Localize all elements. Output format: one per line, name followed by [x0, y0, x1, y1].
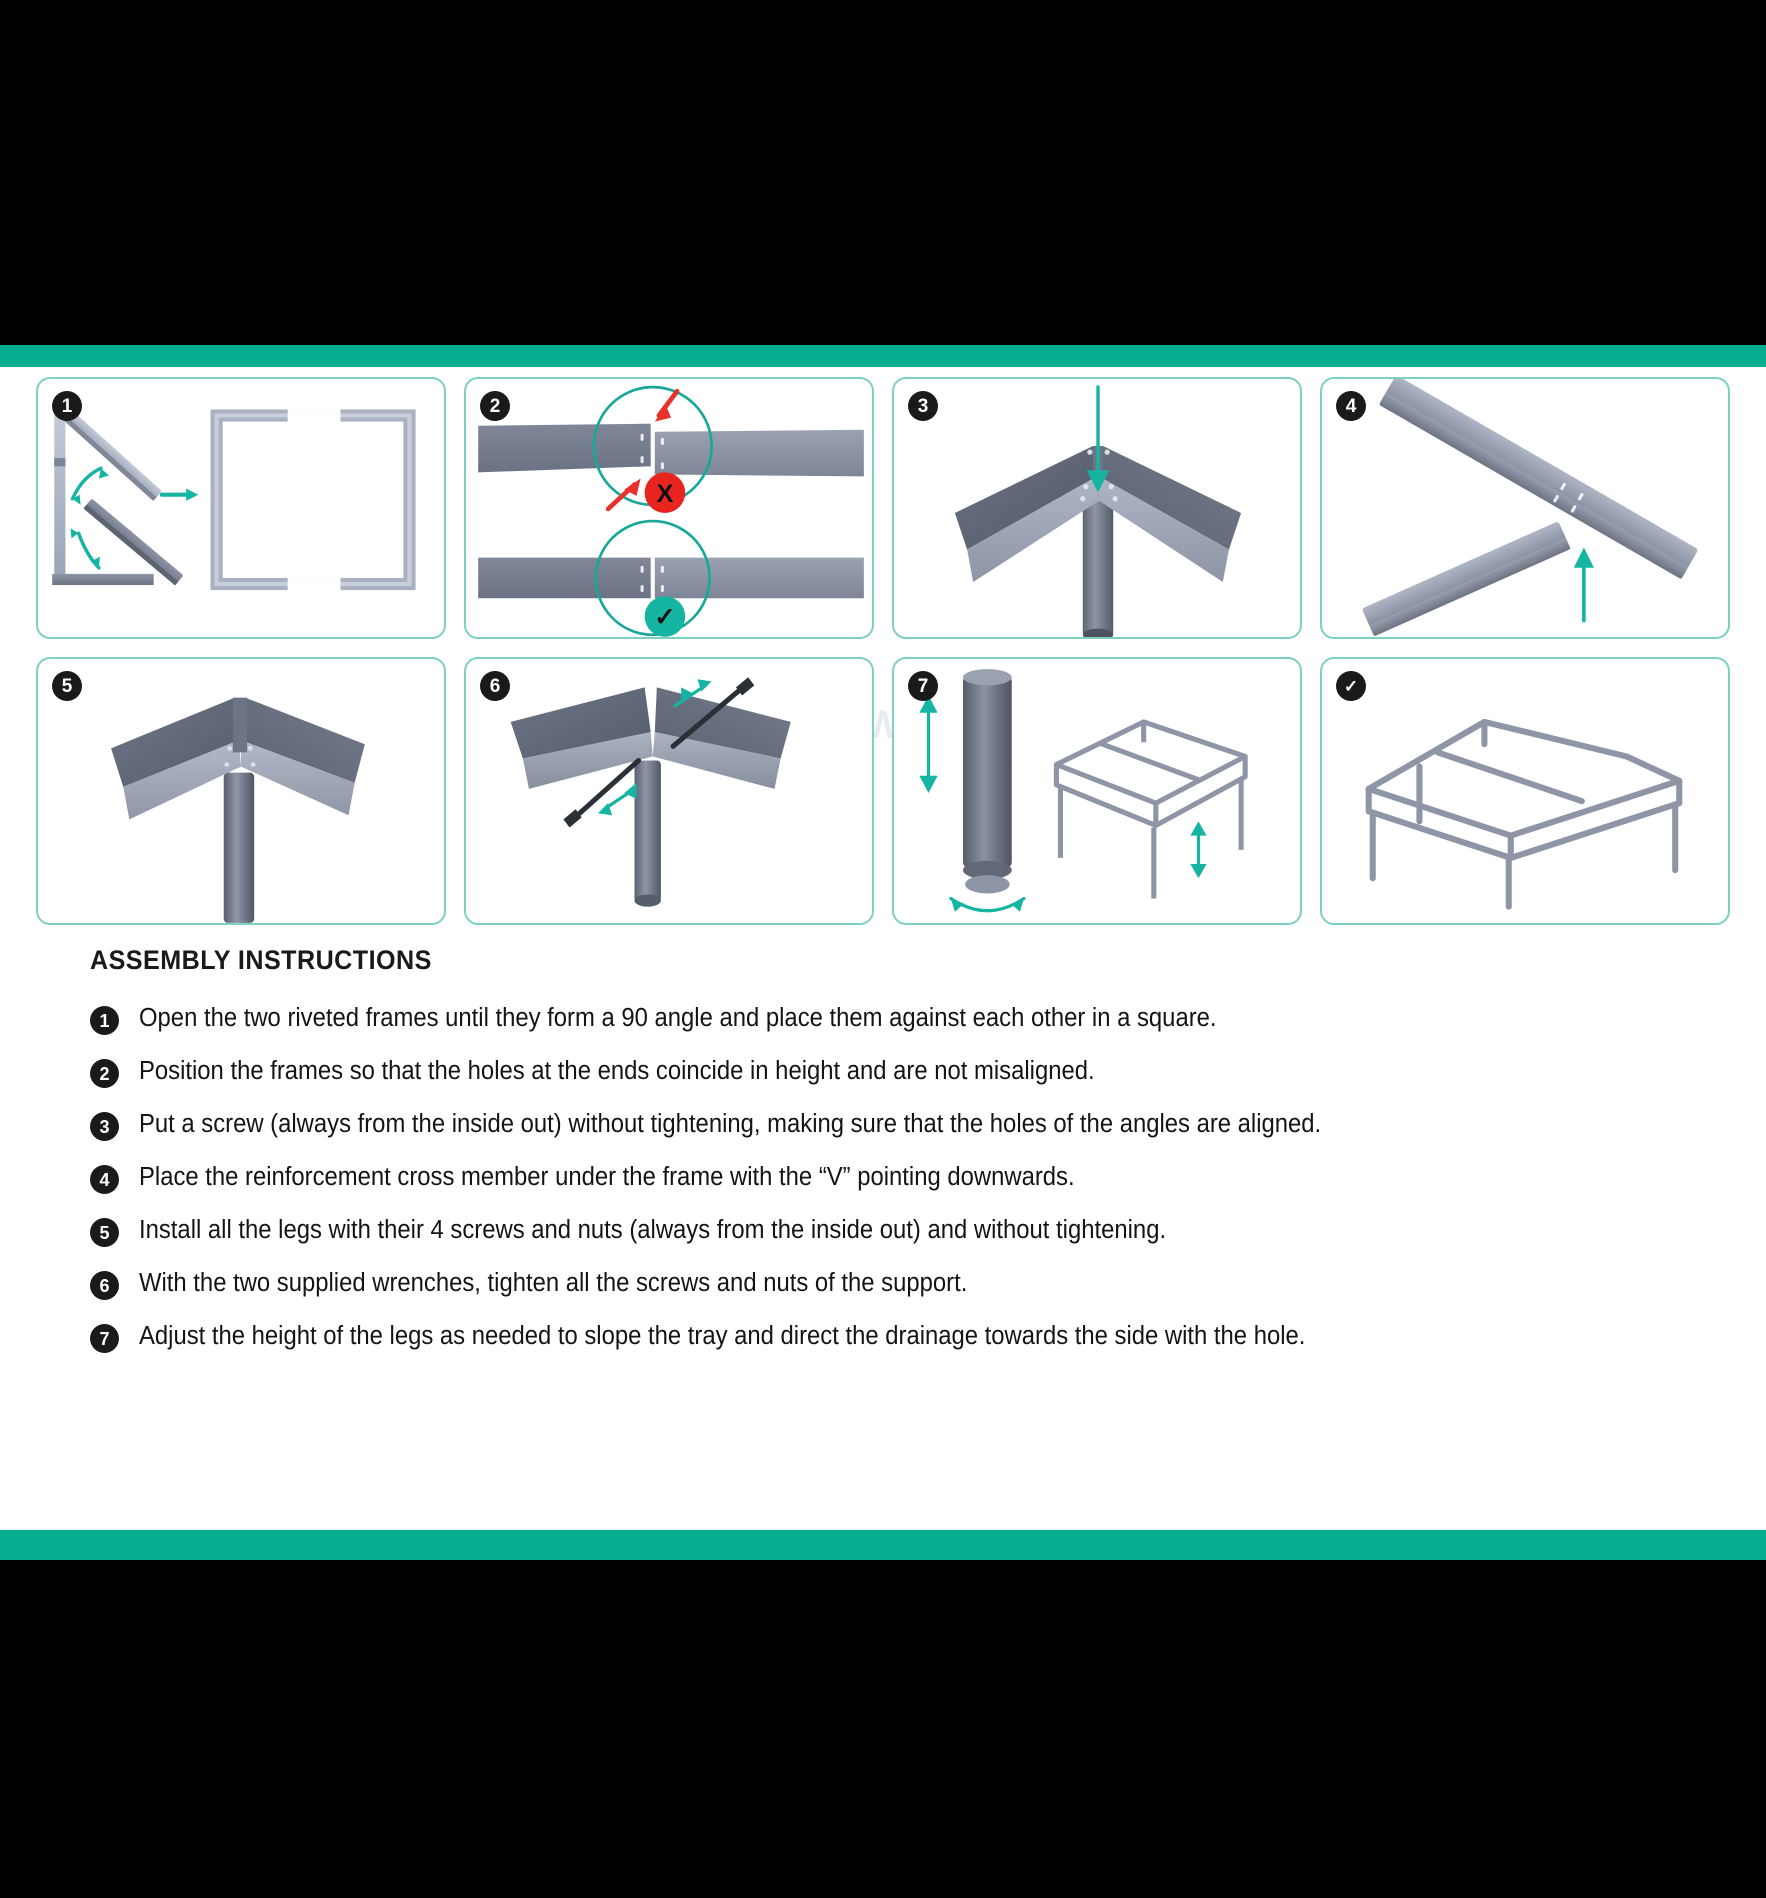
instruction-item-1 [90, 1004, 1710, 1035]
panel-2-align-end-holes [464, 377, 874, 639]
svg-text:X: X [656, 479, 674, 508]
instruction-list [90, 1004, 1710, 1353]
instruction-item-4 [90, 1163, 1710, 1194]
panel-badge-5: 5 [52, 671, 82, 701]
illustration-panel-grid [36, 377, 1730, 925]
panel-4-place-cross-member [1320, 377, 1730, 639]
panel-7-adjust-leg-height [892, 657, 1302, 925]
instruction-text: Place the reinforcement cross member under the frame with the “V” pointing downwards. [139, 1163, 1075, 1191]
instruction-item-3 [90, 1110, 1710, 1141]
brand-bar-top-divider [0, 367, 1766, 370]
brand-bar-top [0, 345, 1766, 367]
instruction-text: Open the two riveted frames until they form a 90 angle and place them against each other in a square. [139, 1004, 1217, 1032]
art-corner-screw-insert [894, 379, 1300, 639]
art-cross-member-under-frame [1322, 379, 1728, 639]
art-finished-stand [1322, 659, 1728, 925]
panel-1-open-riveted-frames [36, 377, 446, 639]
instruction-number-badge: 6 [90, 1271, 119, 1300]
panel-badge-check: ✓ [1336, 671, 1366, 701]
svg-text:✓: ✓ [654, 603, 676, 632]
panel-badge-3: 3 [908, 391, 938, 421]
panel-badge-6: 6 [480, 671, 510, 701]
instruction-item-2 [90, 1057, 1710, 1088]
panel-badge-7: 7 [908, 671, 938, 701]
instruction-text: Adjust the height of the legs as needed to slope the tray and direct the drainage towards the side with the hole. [139, 1322, 1306, 1350]
instruction-sheet [0, 345, 1766, 1560]
instruction-text: With the two supplied wrenches, tighten all the screws and nuts of the support. [139, 1269, 968, 1297]
assembly-instructions-section [90, 945, 1710, 1375]
panel-6-tighten-with-wrenches [464, 657, 874, 925]
instruction-text: Put a screw (always from the inside out) without tightening, making sure that the holes of the angles are aligned. [139, 1110, 1322, 1138]
art-wrenches-tighten-joint [466, 659, 872, 925]
art-leg-with-two-rails [38, 659, 444, 925]
instruction-number-badge: 1 [90, 1006, 119, 1035]
instruction-text: Install all the legs with their 4 screws and nuts (always from the inside out) and without tightening. [139, 1216, 1167, 1244]
art-frames-open-to-square [38, 379, 444, 639]
panel-8-assembly-complete [1320, 657, 1730, 925]
instruction-number-badge: 3 [90, 1112, 119, 1141]
instruction-number-badge: 5 [90, 1218, 119, 1247]
instruction-number-badge: 7 [90, 1324, 119, 1353]
panel-3-insert-screw-at-corner [892, 377, 1302, 639]
art-adjustable-foot-and-frame [894, 659, 1300, 925]
panel-badge-4: 4 [1336, 391, 1366, 421]
instruction-item-7 [90, 1322, 1710, 1353]
instruction-number-badge: 2 [90, 1059, 119, 1088]
art-hole-alignment-compare [466, 379, 872, 639]
panel-badge-1: 1 [52, 391, 82, 421]
panel-5-install-legs [36, 657, 446, 925]
instruction-item-6 [90, 1269, 1710, 1300]
panel-badge-2: 2 [480, 391, 510, 421]
page-title: ASSEMBLY INSTRUCTIONS [90, 945, 432, 975]
instruction-item-5 [90, 1216, 1710, 1247]
instruction-text: Position the frames so that the holes at the ends coincide in height and are not misaligned. [139, 1057, 1095, 1085]
brand-bar-bottom [0, 1530, 1766, 1560]
instruction-number-badge: 4 [90, 1165, 119, 1194]
